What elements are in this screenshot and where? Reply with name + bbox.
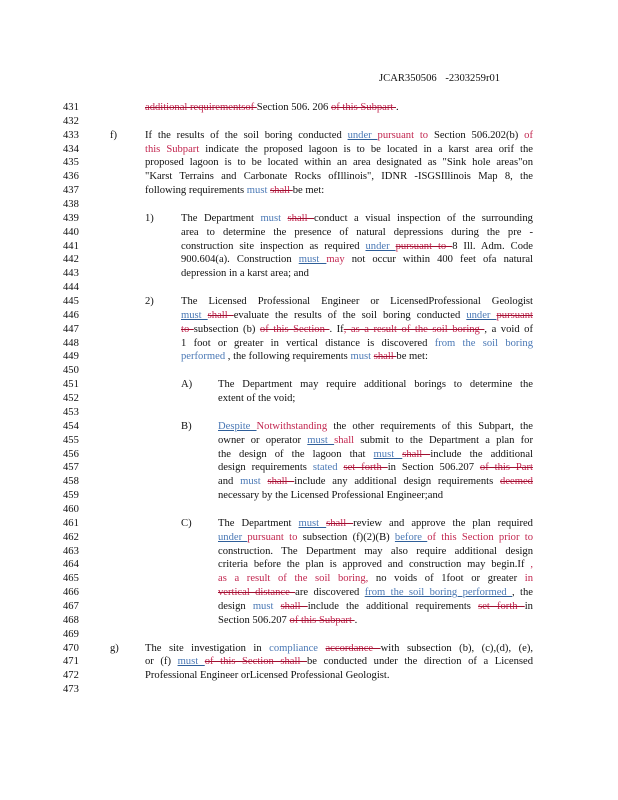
inserted-text: from the soil boring performed — [364, 587, 513, 599]
line-number: 451 — [63, 379, 79, 391]
text-run: criteria before the plan is approved and construction may begin.If — [218, 559, 531, 571]
inserted-text: under — [218, 531, 248, 543]
document-line — [0, 350, 618, 364]
deleted-text: of this Subpart — [330, 102, 396, 113]
document-line — [0, 337, 618, 351]
document-line — [0, 642, 618, 656]
deleted-text: set forth — [343, 462, 388, 474]
line-number: 448 — [63, 337, 79, 349]
list-marker: f) — [110, 129, 118, 141]
text-run: conduct a visual inspection of the surrounding — [314, 212, 533, 224]
document-line — [0, 517, 618, 531]
document-line — [0, 226, 618, 240]
text-run: include any additional design requirements — [294, 476, 501, 488]
line-number: 464 — [63, 559, 79, 571]
line-text — [218, 517, 533, 531]
line-number: 466 — [63, 587, 79, 599]
text-run: , the following requirements — [225, 351, 351, 363]
inserted-text: must — [177, 656, 205, 668]
text-run: , the — [512, 587, 533, 599]
line-number: 450 — [63, 365, 79, 377]
inserted-text: must — [307, 434, 335, 446]
document-line — [0, 434, 618, 448]
line-text — [181, 337, 533, 351]
deleted-text: accordance — [325, 642, 381, 654]
line-number: 445 — [63, 296, 79, 308]
line-text — [218, 586, 533, 600]
line-text — [145, 642, 533, 656]
line-text — [181, 226, 533, 240]
document-line — [0, 475, 618, 489]
text-run: The Licensed Professional Engineer or LicensedProfessional Geologist — [181, 296, 533, 308]
inserted-text: of — [524, 129, 533, 141]
deleted-text: shall — [402, 448, 431, 460]
line-text — [145, 655, 533, 669]
text-run: 8 Ill. Adm. Code — [452, 240, 533, 252]
line-number: 436 — [63, 171, 79, 183]
text-run: necessary by the Licensed Professional Engineer;and — [218, 490, 444, 502]
line-number: 454 — [63, 420, 79, 432]
text-run: Professional Engineer orLicensed Professional Geologist. — [145, 670, 390, 682]
line-number: 469 — [63, 628, 79, 640]
deleted-text: pursuant — [496, 309, 533, 321]
line-number: 461 — [63, 517, 79, 529]
line-number: 431 — [63, 102, 79, 113]
line-number: 459 — [63, 490, 79, 502]
document-line — [0, 545, 618, 559]
text-run: construction site inspection as required — [181, 240, 366, 252]
line-text — [145, 669, 389, 683]
deleted-text: of this Section shall — [204, 656, 307, 668]
line-number: 440 — [63, 226, 79, 238]
document-line — [0, 143, 618, 157]
text-run: . — [396, 102, 399, 113]
line-number: 452 — [63, 393, 79, 405]
inserted-text: to — [419, 129, 429, 141]
line-text — [218, 420, 533, 434]
line-text — [181, 253, 533, 267]
line-number: 434 — [63, 143, 79, 155]
line-number: 465 — [63, 573, 79, 585]
line-text — [218, 545, 533, 559]
line-text — [145, 101, 399, 115]
text-run: include the additional — [430, 448, 533, 460]
line-number: 470 — [63, 642, 79, 654]
line-text — [218, 392, 295, 406]
line-text — [218, 558, 533, 572]
line-number: 468 — [63, 614, 79, 626]
inserted-text: in — [524, 573, 533, 585]
text-run: The Department may require additional borings to determine the — [218, 379, 533, 391]
deleted-text: shall — [287, 212, 315, 224]
text-run: are discovered — [295, 587, 365, 599]
text-run: owner or operator — [218, 434, 308, 446]
document-line — [0, 586, 618, 600]
text-run: , a void of — [484, 323, 533, 335]
line-number: 442 — [63, 254, 79, 266]
text-run: the other requirements of this Subpart, the — [327, 420, 533, 432]
deleted-text: vertical distance — [218, 587, 296, 599]
line-text — [218, 614, 357, 628]
list-marker: B) — [181, 420, 192, 432]
document-line — [0, 170, 618, 184]
inserted-text: must — [373, 448, 403, 460]
inserted-text: may — [326, 254, 345, 266]
line-text — [145, 170, 533, 184]
inserted-text: stated — [312, 462, 344, 474]
line-number: 441 — [63, 240, 79, 252]
text-run: indicate the proposed lagoon is to be located in a karst area orif the — [199, 143, 533, 155]
line-number: 447 — [63, 323, 79, 335]
document-line — [0, 323, 618, 337]
text-run: in Section 506.207 — [387, 462, 480, 474]
line-number: 439 — [63, 212, 79, 224]
deleted-text: shall — [280, 600, 308, 612]
inserted-text: under — [347, 129, 378, 141]
text-run: be met: — [292, 185, 325, 197]
deleted-text: of this Subpart — [289, 614, 355, 626]
deleted-text: , as a result of the soil boring — [343, 323, 485, 335]
text-run: extent of the void; — [218, 393, 296, 405]
inserted-text: this Subpart — [145, 143, 200, 155]
text-run: 900.604(a). Construction — [181, 254, 299, 266]
inserted-text: , — [530, 559, 533, 571]
inserted-text: compliance — [269, 642, 326, 654]
inserted-text: as a result of the soil boring, — [218, 573, 369, 585]
document-line — [0, 572, 618, 586]
document-line — [0, 420, 618, 434]
document-line — [0, 503, 618, 517]
text-run: . — [354, 614, 358, 626]
line-text — [181, 309, 533, 323]
line-text — [181, 240, 533, 254]
document-line — [0, 683, 618, 697]
list-marker: 2) — [145, 296, 154, 308]
document-line — [0, 267, 618, 281]
line-number: 460 — [63, 503, 79, 515]
inserted-text: from the soil boring — [434, 337, 533, 349]
document-line — [0, 309, 618, 323]
line-number: 443 — [63, 268, 79, 280]
line-text — [181, 212, 533, 226]
document-line — [0, 558, 618, 572]
line-text — [181, 323, 533, 337]
document-line — [0, 614, 618, 628]
document-line — [0, 655, 618, 669]
line-number: 446 — [63, 309, 79, 321]
text-run: or (f) — [145, 656, 178, 668]
text-run: Section 506.207 — [218, 614, 290, 626]
line-number: 463 — [63, 545, 79, 557]
deleted-text: of this Part — [479, 462, 533, 474]
text-run: 1 foot or greater in vertical distance is discovered — [181, 337, 435, 349]
line-text — [218, 475, 533, 489]
inserted-text: of this Section prior to — [427, 531, 533, 543]
document-line — [0, 212, 618, 226]
line-number: 462 — [63, 531, 79, 543]
line-number: 471 — [63, 656, 79, 668]
document-line — [0, 378, 618, 392]
inserted-text: pursuant — [377, 129, 415, 141]
text-run: The Department — [218, 517, 299, 529]
inserted-text: Notwithstanding — [256, 420, 328, 432]
line-text — [218, 531, 533, 545]
line-number: 455 — [63, 434, 79, 446]
document-line — [0, 461, 618, 475]
line-text — [145, 129, 533, 143]
line-text — [218, 489, 443, 503]
line-number: 472 — [63, 670, 79, 682]
doc-id: JCAR350506 — [379, 73, 437, 84]
text-run: design — [218, 600, 253, 612]
line-number: 433 — [63, 129, 79, 141]
inserted-text: under — [466, 309, 497, 321]
document-line — [0, 101, 618, 115]
line-text — [218, 378, 533, 392]
line-number: 432 — [63, 115, 79, 127]
inserted-text: must — [260, 212, 288, 224]
text-run: proposed lagoon is to be located within an area designated as "Sink hole areas"on — [145, 157, 533, 169]
inserted-text: must — [298, 517, 327, 529]
text-run: the design of the lagoon that — [218, 448, 374, 460]
document-line — [0, 253, 618, 267]
text-run: Section 506.202(b) — [428, 129, 525, 141]
deleted-text: shall — [270, 185, 293, 197]
text-run: be met: — [396, 351, 428, 363]
document-line — [0, 669, 618, 683]
inserted-text: performed — [181, 351, 226, 363]
document-line — [0, 240, 618, 254]
document-line — [0, 295, 618, 309]
inserted-text: must — [298, 254, 327, 266]
document-line — [0, 364, 618, 378]
document-line — [0, 156, 618, 170]
text-run: evaluate the results of the soil boring conducted — [233, 309, 467, 321]
list-marker: A) — [181, 379, 193, 391]
text-run: not occur within 400 feet ofa natural — [344, 254, 533, 266]
line-number: 457 — [63, 462, 79, 474]
text-run: area to determine the presence of natural depressions during the pre - — [181, 226, 533, 238]
inserted-text: must — [350, 351, 374, 363]
line-number: 438 — [63, 199, 79, 211]
document-line — [0, 489, 618, 503]
line-number: 458 — [63, 476, 79, 488]
deleted-text: set forth — [478, 600, 525, 612]
line-text — [181, 295, 533, 309]
list-marker: g) — [110, 642, 119, 654]
line-text — [218, 572, 533, 586]
deleted-text: of this Section — [259, 323, 330, 335]
inserted-text: must — [252, 600, 281, 612]
document-line — [0, 198, 618, 212]
text-run: design requirements — [218, 462, 313, 474]
line-text — [218, 600, 533, 614]
deleted-text: shall — [207, 309, 234, 321]
document-line — [0, 115, 618, 129]
line-text — [218, 448, 533, 462]
text-run: in — [524, 600, 533, 612]
line-text — [181, 267, 309, 281]
deleted-text: pursuant to — [395, 240, 453, 252]
document-header — [379, 73, 500, 84]
inserted-text: under — [365, 240, 396, 252]
line-number: 437 — [63, 185, 79, 197]
line-number: 456 — [63, 448, 79, 460]
text-run: "Karst Terrains and Carbonate Rocks ofIllinois", IDNR -ISGSIllinois Map 8, the — [145, 171, 533, 183]
line-text — [145, 156, 533, 170]
document-line — [0, 129, 618, 143]
doc-revision: -2303259r01 — [445, 73, 501, 84]
line-number: 435 — [63, 157, 79, 169]
text-run: be conducted under the direction of a Licensed — [306, 656, 533, 668]
text-run: review and approve the plan required — [353, 517, 533, 529]
inserted-text: to — [289, 531, 298, 543]
text-run: following requirements — [145, 185, 247, 197]
line-text — [218, 434, 533, 448]
text-run: no voids of 1foot or greater — [368, 573, 525, 585]
text-run: with subsection (b), (c),(d), (e), — [380, 642, 533, 654]
inserted-text: must — [181, 309, 208, 321]
text-run: construction. The Department may also require additional design — [218, 545, 533, 557]
list-marker: 1) — [145, 212, 154, 224]
text-run: subsection (f)(2)(B) — [297, 531, 395, 543]
deleted-text: shall — [326, 517, 354, 529]
document-line — [0, 628, 618, 642]
inserted-text: shall — [334, 434, 355, 446]
text-run: submit to the Department a plan for — [354, 434, 533, 446]
text-run: depression in a karst area; and — [181, 268, 309, 280]
text-run: If the results of the soil boring conducted — [145, 129, 348, 141]
document-line — [0, 281, 618, 295]
text-run: subsection (b) — [193, 323, 260, 335]
text-run: The Department — [181, 212, 261, 224]
line-number: 473 — [63, 684, 79, 696]
inserted-text: pursuant — [247, 531, 284, 543]
line-number: 444 — [63, 282, 79, 294]
inserted-text: before — [394, 531, 428, 543]
inserted-text: Despite — [218, 420, 257, 432]
line-text — [145, 143, 533, 157]
text-run: and — [218, 476, 241, 488]
document-line — [0, 406, 618, 420]
deleted-text: additional requirementsof — [145, 102, 257, 113]
text-run: Section 506. 206 — [256, 102, 331, 113]
line-number: 467 — [63, 600, 79, 612]
document-line — [0, 531, 618, 545]
deleted-text: shall — [373, 351, 397, 363]
document-line — [0, 392, 618, 406]
document-line — [0, 448, 618, 462]
line-text — [181, 350, 428, 364]
document-line — [0, 600, 618, 614]
list-marker: C) — [181, 517, 192, 529]
deleted-text: shall — [267, 476, 295, 488]
text-run: . If — [329, 323, 344, 335]
text-run: include the additional requirements — [307, 600, 479, 612]
deleted-text: deemed — [500, 476, 533, 488]
inserted-text: must — [246, 185, 271, 197]
line-number: 449 — [63, 351, 79, 363]
line-number: 453 — [63, 406, 79, 418]
line-text — [218, 461, 533, 475]
inserted-text: must — [240, 476, 268, 488]
document-line — [0, 184, 618, 198]
text-run: The site investigation in — [145, 642, 270, 654]
line-text — [145, 184, 324, 198]
deleted-text: to — [181, 323, 194, 335]
